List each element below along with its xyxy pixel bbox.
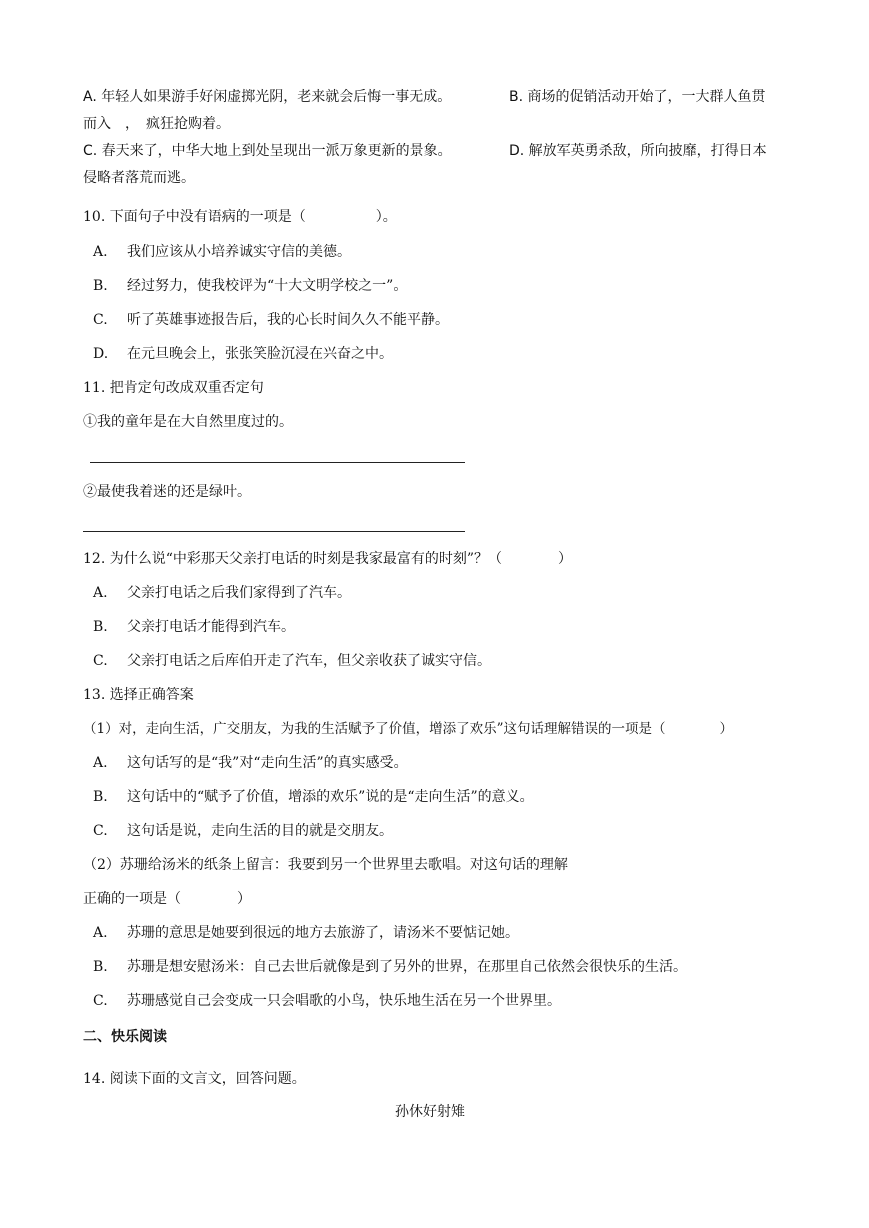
q13-stem: 13. 选择正确答案: [83, 687, 194, 703]
section-heading: 二、快乐阅读: [83, 1029, 167, 1045]
option-letter: A.: [93, 755, 108, 771]
q11-sentence-2: ②最使我着迷的还是绿叶。: [83, 484, 251, 500]
option-text: 这句话写的是“我”对“走向生活”的真实感受。: [127, 755, 408, 771]
q13-part-2-stem-continued: 正确的一项是（ ）: [83, 891, 251, 907]
q13-part-2-option-a: [93, 923, 519, 943]
q13-part-1-option-c: [93, 821, 393, 841]
q9-option-a: A. 年轻人如果游手好闲虚掷光阴，老来就会后悔一事无成。: [83, 89, 452, 105]
option-letter: C.: [93, 823, 108, 839]
q12-option-c: [93, 651, 491, 671]
q11-stem: 11. 把肯定句改成双重否定句: [83, 380, 264, 396]
option-text: 这句话是说，走向生活的目的就是交朋友。: [127, 823, 393, 839]
option-letter: D.: [93, 346, 109, 362]
option-text: 父亲打电话之后库伯开走了汽车，但父亲收获了诚实守信。: [127, 653, 491, 669]
option-text: 我们应该从小培养诚实守信的美德。: [127, 244, 351, 260]
q13-part-1-stem: （1）对，走向生活，广交朋友，为我的生活赋予了价值，增添了欢乐”这句话理解错误的一项是（ ）: [83, 721, 733, 737]
option-letter: C.: [93, 653, 108, 669]
option-letter: B.: [93, 278, 108, 294]
q10-option-c: [93, 310, 449, 330]
option-text: 在元旦晚会上，张张笑脸沉浸在兴奋之中。: [127, 346, 393, 362]
q13-part-2-stem: （2）苏珊给汤米的纸条上留言：我要到另一个世界里去歌唱。对这句话的理解: [83, 857, 568, 873]
q10-option-b: [93, 276, 407, 296]
option-letter: A.: [93, 925, 108, 941]
q14-stem: 14. 阅读下面的文言文，回答问题。: [83, 1071, 306, 1087]
option-letter: C.: [93, 312, 108, 328]
q13-part-2-option-b: [93, 957, 687, 977]
option-letter: B.: [93, 619, 108, 635]
option-letter: A.: [93, 585, 108, 601]
option-text: 苏珊感觉自己会变成一只会唱歌的小鸟，快乐地生活在另一个世界里。: [127, 993, 561, 1009]
q11-answer-line-1[interactable]: [90, 462, 465, 463]
q11-answer-line-2[interactable]: [83, 531, 465, 532]
option-text: 听了英雄事迹报告后，我的心长时间久久不能平静。: [127, 312, 449, 328]
q13-part-1-option-b: [93, 787, 534, 807]
q9-option-c: C. 春天来了，中华大地上到处呈现出一派万象更新的景象。: [83, 143, 452, 159]
option-text: 苏珊是想安慰汤米：自己去世后就像是到了另外的世界，在那里自己依然会很快乐的生活。: [127, 959, 687, 975]
q10-stem: 10. 下面句子中没有语病的一项是（ ）。: [83, 209, 397, 225]
option-text: 父亲打电话才能得到汽车。: [127, 619, 295, 635]
option-letter: C.: [93, 993, 108, 1009]
passage-title: 孙休好射雉: [395, 1104, 465, 1120]
q12-stem: 12. 为什么说“中彩那天父亲打电话的时刻是我家最富有的时刻”？（ ）: [83, 551, 573, 567]
option-letter: B.: [93, 789, 108, 805]
q9-option-d-continued: 侵略者落荒而逃。: [83, 170, 195, 186]
option-text: 父亲打电话之后我们家得到了汽车。: [127, 585, 351, 601]
q9-option-d: D. 解放军英勇杀敌，所向披靡，打得日本: [509, 143, 767, 159]
q12-option-a: [93, 583, 351, 603]
q10-option-d: [93, 344, 393, 364]
option-text: 这句话中的“赋予了价值，增添的欢乐”说的是“走向生活”的意义。: [127, 789, 534, 805]
option-text: 苏珊的意思是她要到很远的地方去旅游了，请汤米不要惦记她。: [127, 925, 519, 941]
q9-option-b: B. 商场的促销活动开始了，一大群人鱼贯: [509, 89, 766, 105]
q12-option-b: [93, 617, 295, 637]
q10-option-a: [93, 242, 351, 262]
q11-sentence-1: ①我的童年是在大自然里度过的。: [83, 414, 293, 430]
q13-part-1-option-a: [93, 753, 408, 773]
option-letter: B.: [93, 959, 108, 975]
option-letter: A.: [93, 244, 108, 260]
q13-part-2-option-c: [93, 991, 561, 1011]
option-text: 经过努力，使我校评为“十大文明学校之一”。: [127, 278, 408, 294]
q9-option-b-continued: 而入 ， 疯狂抢购着。: [83, 116, 230, 132]
